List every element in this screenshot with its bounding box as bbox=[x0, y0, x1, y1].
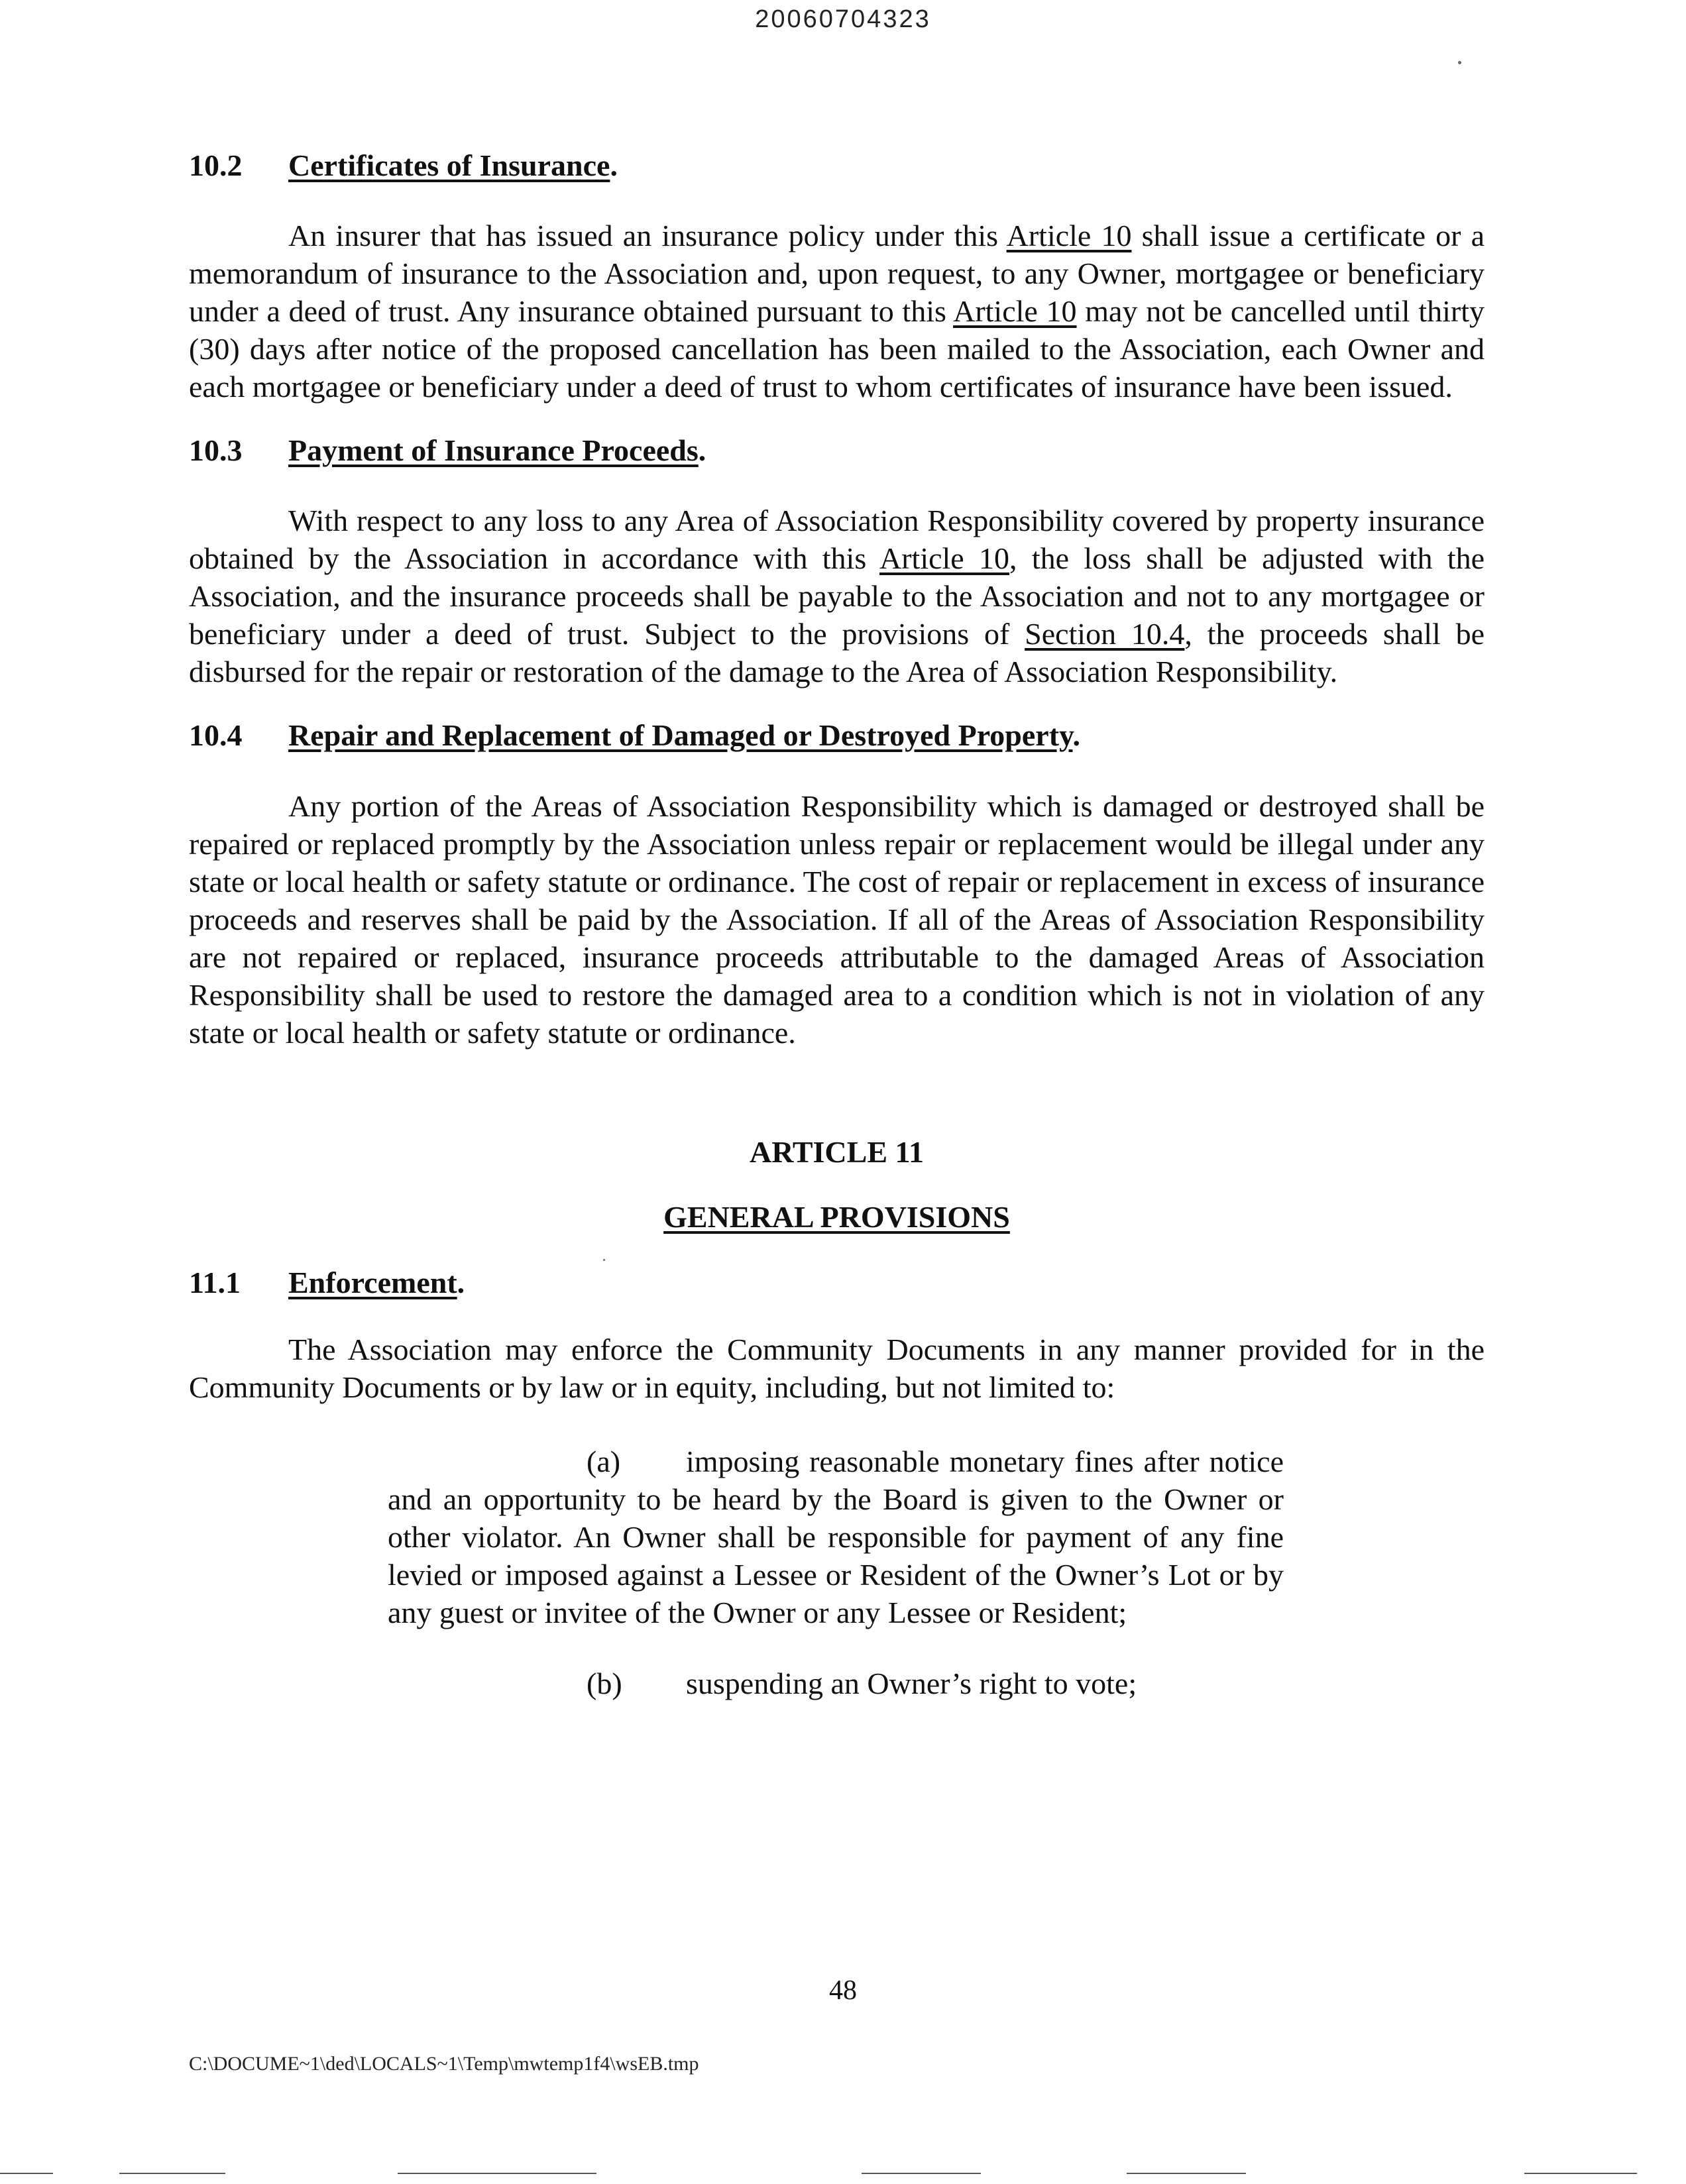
page-number: 48 bbox=[829, 1975, 857, 2006]
list-label: (b) bbox=[587, 1666, 622, 1700]
section-title: Payment of Insurance Proceeds bbox=[288, 433, 699, 468]
file-path: C:\DOCUME~1\ded\LOCALS~1\Temp\mwtemp1f4\wsEB.tmp bbox=[189, 2053, 699, 2075]
section-number: 11.1 bbox=[189, 1265, 241, 1299]
paragraph-10-2 bbox=[189, 217, 1485, 406]
heading-period: . bbox=[457, 1265, 465, 1299]
text-run: With respect to any loss to any Area of Association Responsibility covered by property insurance obtained by the Association in accordance with this bbox=[189, 504, 1485, 576]
scan-speck bbox=[1458, 61, 1461, 64]
paragraph-11-1: The Association may enforce the Community Documents in any manner provided for in the Community Documents or by law or in equity, including, but not limited to: bbox=[189, 1332, 1485, 1404]
heading-period: . bbox=[1072, 718, 1080, 753]
section-title-wrap bbox=[288, 147, 618, 184]
text-run: , the loss shall be adjusted with the Association, and the insurance proceeds shall be payable to the Association and not to any mortgagee or beneficiary under a deed of trust. Subject to the provisions of bbox=[189, 541, 1485, 651]
text-run: , the proceeds shall be disbursed for the repair or restoration of the damage to the Area of Association Responsibility. bbox=[189, 617, 1485, 689]
article-title bbox=[189, 1199, 1485, 1234]
list-item-a bbox=[388, 1443, 1284, 1631]
paragraph-10-3 bbox=[189, 502, 1485, 690]
page-body bbox=[189, 147, 1485, 1733]
list-item-b bbox=[388, 1665, 1284, 1702]
section-heading-10-2 bbox=[189, 147, 1485, 184]
section-title: Repair and Replacement of Damaged or Destroyed Property bbox=[288, 718, 1073, 753]
footer-scan-lines bbox=[0, 2171, 1686, 2176]
list-label: (a) bbox=[587, 1444, 621, 1478]
article-heading: ARTICLE 11 bbox=[750, 1134, 924, 1169]
article-10-link: Article 10 bbox=[953, 294, 1077, 329]
section-number: 10.2 bbox=[189, 148, 243, 182]
article-10-link: Article 10 bbox=[879, 541, 1010, 576]
heading-period: . bbox=[698, 433, 706, 468]
paragraph-10-4: Any portion of the Areas of Association Responsibility which is damaged or destroyed shall be repaired or replaced promptly by the Association unless repair or replacement would be illegal under any state or local health or safety statute or ordinance. The cost of repair or replacement in excess of insurance proceeds and reserves shall be paid by the Association. If all of the Areas of Association Responsibility are not repaired or replaced, insurance proceeds attributable to the damaged Areas of Association Responsibility shall be used to restore the damaged area to a condition which is not in violation of any state or local health or safety statute or ordinance. bbox=[189, 789, 1485, 1050]
section-number: 10.4 bbox=[189, 718, 243, 753]
section-heading-10-3 bbox=[189, 432, 1485, 468]
list-text: imposing reasonable monetary fines after notice and an opportunity to be heard by the Board is given to the Owner or other violator. An Owner shall be responsible for payment of any fine levied or imposed against a Lessee or Resident of the Owner’s Lot or by any guest or invitee of the Owner or any Lessee or Resident; bbox=[388, 1444, 1284, 1629]
document-number: 20060704323 bbox=[755, 5, 931, 33]
section-heading-11-1 bbox=[189, 1264, 1485, 1301]
scan-speck bbox=[603, 1259, 605, 1261]
article-title-text: GENERAL PROVISIONS bbox=[663, 1199, 1010, 1234]
section-title-wrap bbox=[288, 432, 706, 468]
heading-period: . bbox=[610, 148, 618, 182]
text-run: shall issue a certificate or a memorandum of insurance to the Association and, upon request, to any Owner, mortgagee or beneficiary under a deed of trust. Any insurance obtained pursuant to this bbox=[189, 219, 1485, 329]
text-run: An insurer that has issued an insurance policy under this bbox=[288, 219, 1007, 253]
section-heading-10-4 bbox=[189, 717, 1485, 753]
section-title: Enforcement bbox=[288, 1265, 457, 1299]
section-title-wrap bbox=[288, 717, 1080, 753]
section-number: 10.3 bbox=[189, 433, 243, 468]
text-run: may not be cancelled until thirty (30) days after notice of the proposed cancellation has been mailed to the Association, each Owner and each mortgagee or beneficiary under a deed of trust to whom certificates of insurance have been issued. bbox=[189, 294, 1485, 404]
section-title-wrap bbox=[288, 1264, 465, 1301]
article-10-link: Article 10 bbox=[1006, 219, 1132, 253]
section-title: Certificates of Insurance bbox=[288, 148, 610, 182]
list-text: suspending an Owner’s right to vote; bbox=[686, 1666, 1137, 1700]
section-10-4-link: Section 10.4 bbox=[1025, 617, 1185, 651]
